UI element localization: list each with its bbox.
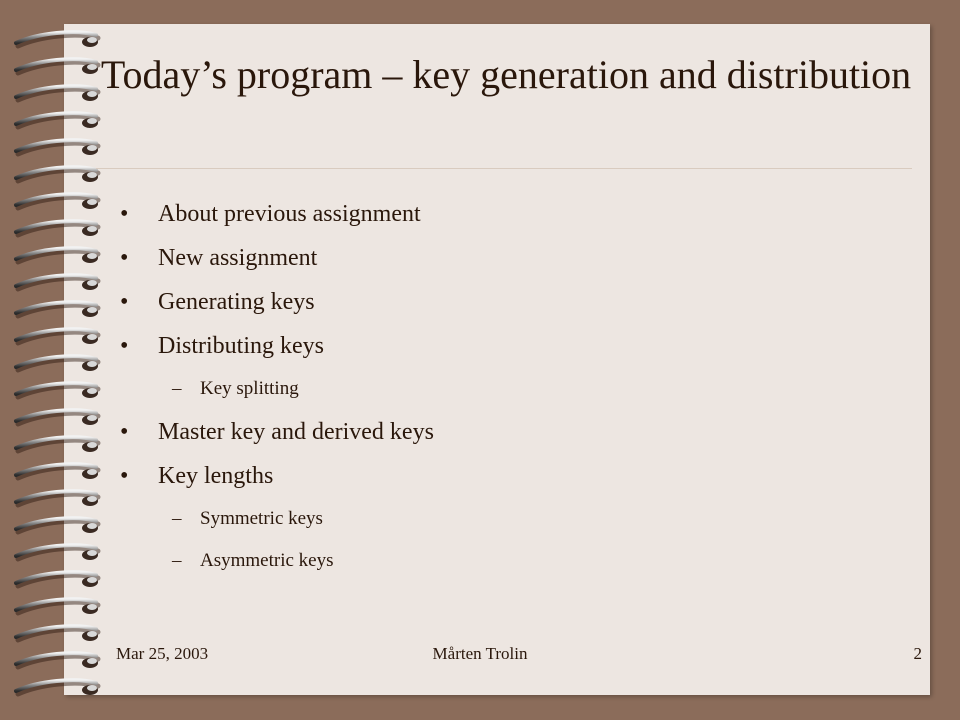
slide-title: Today’s program – key generation and distribution [100, 52, 912, 97]
spiral-ring-icon [16, 356, 98, 371]
bullet-item [118, 454, 878, 498]
spiral-ring-icon [16, 491, 98, 506]
spiral-ring-icon [16, 275, 98, 290]
sub-bullet-marker: – [172, 508, 182, 529]
bullet-text: Master key and derived keys [158, 419, 434, 445]
sub-bullet-text: Asymmetric keys [200, 550, 334, 571]
title-divider [96, 168, 912, 169]
bullet-marker: • [120, 419, 129, 445]
sub-bullet-text: Key splitting [200, 378, 299, 399]
spiral-ring-icon [16, 680, 98, 695]
bullet-text: Generating keys [158, 289, 315, 315]
spiral-ring-icon [16, 545, 98, 560]
bullet-item [118, 192, 878, 236]
footer-author: Mårten Trolin [432, 644, 528, 663]
sub-bullet-marker: – [172, 550, 182, 571]
spiral-ring-icon [16, 383, 98, 398]
spiral-binding-icon [0, 0, 120, 720]
sub-bullet-item [118, 540, 878, 582]
spiral-ring-icon [16, 221, 98, 236]
footer-date: Mar 25, 2003 [116, 644, 209, 663]
bullet-list [118, 192, 878, 582]
bullet-item [118, 410, 878, 454]
spiral-ring-icon [16, 329, 98, 344]
spiral-ring-icon [16, 194, 98, 209]
spiral-ring-icon [16, 572, 98, 587]
bullet-text: New assignment [158, 245, 318, 271]
bullet-marker: • [120, 289, 129, 315]
footer-page-number: 2 [913, 644, 922, 663]
sub-bullet-item [118, 368, 878, 410]
bullet-item [118, 236, 878, 280]
sub-bullet-item [118, 498, 878, 540]
sub-bullet-text: Symmetric keys [200, 508, 323, 529]
sub-bullet-marker: – [172, 378, 182, 399]
bullet-marker: • [120, 201, 129, 227]
bullet-marker: • [120, 245, 129, 271]
spiral-ring-icon [16, 464, 98, 479]
spiral-ring-icon [16, 410, 98, 425]
spiral-ring-icon [16, 167, 98, 182]
spiral-ring-icon [16, 32, 98, 47]
spiral-ring-icon [16, 518, 98, 533]
bullet-text: Key lengths [158, 463, 274, 489]
spiral-ring-icon [16, 302, 98, 317]
bullet-item [118, 324, 878, 368]
bullet-marker: • [120, 333, 129, 359]
bullet-text: Distributing keys [158, 333, 324, 359]
spiral-ring-icon [16, 140, 98, 155]
spiral-ring-icon [16, 437, 98, 452]
bullet-text: About previous assignment [158, 201, 421, 227]
spiral-ring-icon [16, 248, 98, 263]
spiral-ring-icon [16, 599, 98, 614]
spiral-ring-icon [16, 113, 98, 128]
spiral-ring-icon [16, 626, 98, 641]
bullet-item [118, 280, 878, 324]
bullet-marker: • [120, 463, 129, 489]
